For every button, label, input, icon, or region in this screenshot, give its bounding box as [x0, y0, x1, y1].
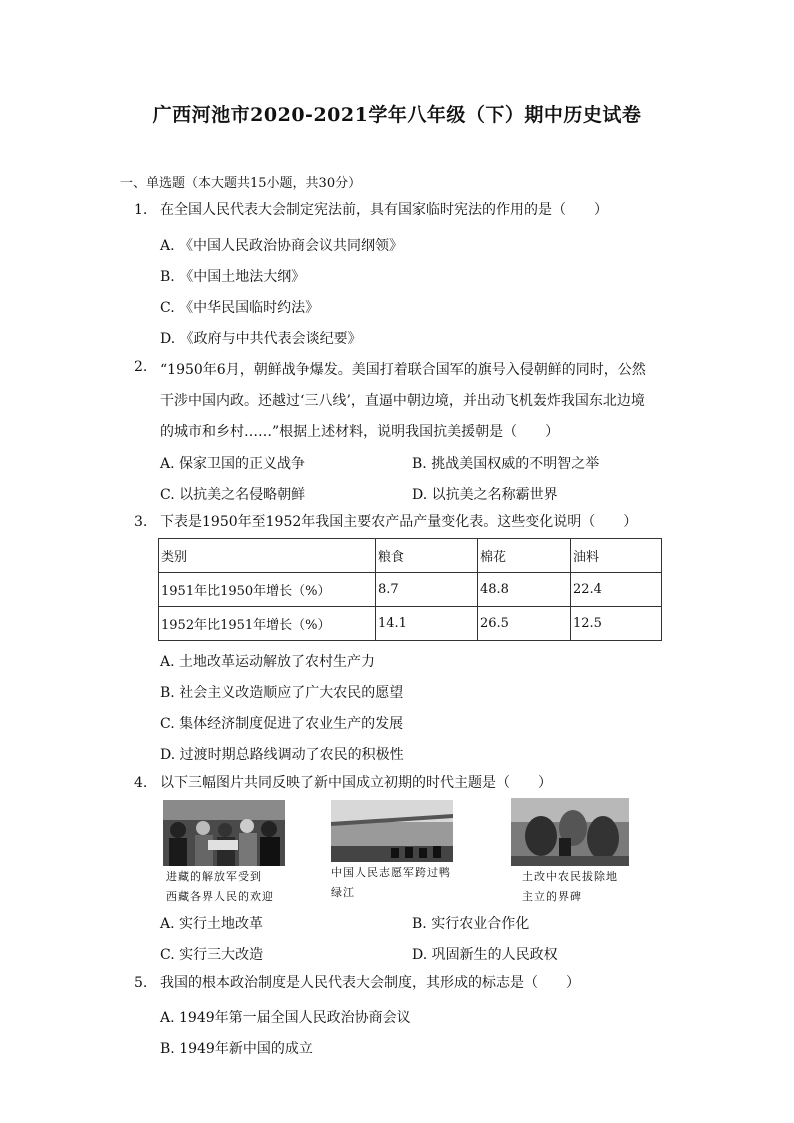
option-a: A. 《中国人民政治协商会议共同纲领》 [160, 238, 404, 254]
option-b: B. 实行农业合作化 [412, 916, 530, 932]
option-b: B. 《中国土地法大纲》 [160, 269, 306, 285]
table-header-row [159, 539, 662, 573]
table-header-cell: 粮食 [376, 539, 478, 573]
option-c: C. 集体经济制度促进了农业生产的发展 [160, 716, 404, 732]
table-cell: 14.1 [376, 607, 478, 641]
question-text-line-3: 的城市和乡村……”根据上述材料，说明我国抗美援朝是（ ） [160, 424, 560, 440]
table-row [159, 573, 662, 607]
table-header-cell: 油料 [571, 539, 662, 573]
question-text: 我国的根本政治制度是人民代表大会制度，其形成的标志是（ ） [160, 975, 580, 991]
question-number: 4. [134, 775, 148, 791]
table-header-cell: 类别 [159, 539, 376, 573]
table-cell: 8.7 [376, 573, 478, 607]
question-text: 下表是1950年至1952年我国主要农产品产量变化表。这些变化说明（ ） [160, 514, 638, 530]
option-a: A. 1949年第一届全国人民政治协商会议 [160, 1010, 411, 1026]
question-text: 以下三幅图片共同反映了新中国成立初期的时代主题是（ ） [160, 775, 552, 791]
photo-caption-3-line-1: 土改中农民拔除地 [522, 870, 618, 883]
option-d: D. 《政府与中共代表会谈纪要》 [160, 331, 362, 347]
option-b: B. 社会主义改造顺应了广大农民的愿望 [160, 685, 404, 701]
option-d: D. 以抗美之名称霸世界 [412, 487, 558, 503]
table-cell: 26.5 [478, 607, 571, 641]
table-header-cell: 棉花 [478, 539, 571, 573]
option-d: D. 巩固新生的人民政权 [412, 947, 558, 963]
question-number: 2. [134, 359, 148, 375]
option-c: C. 《中华民国临时约法》 [160, 300, 320, 316]
question-text-line-2: 干涉中国内政。还越过‘三八线’，直逼中朝边境，并出动飞机轰炸我国东北边境 [160, 393, 645, 409]
option-d: D. 过渡时期总路线调动了农民的积极性 [160, 747, 404, 763]
photo-caption-3-line-2: 主立的界碑 [522, 890, 582, 903]
option-b: B. 挑战美国权威的不明智之举 [412, 456, 600, 472]
question-number: 3. [134, 514, 148, 530]
photo-yalu-river [331, 800, 453, 862]
table-row [159, 607, 662, 641]
exam-title: 广西河池市2020-2021学年八年级（下）期中历史试卷 [152, 104, 642, 126]
photo-caption-1-line-1: 进藏的解放军受到 [166, 870, 262, 883]
question-text: 在全国人民代表大会制定宪法前，具有国家临时宪法的作用的是（ ） [160, 202, 608, 218]
question-number: 1. [134, 202, 148, 218]
table-cell: 12.5 [571, 607, 662, 641]
option-a: A. 保家卫国的正义战争 [160, 456, 306, 472]
table-cell: 1951年比1950年增长（%） [159, 573, 376, 607]
table-cell: 22.4 [571, 573, 662, 607]
question-text-line-1: “1950年6月，朝鲜战争爆发。美国打着联合国军的旗号入侵朝鲜的同时，公然 [160, 362, 646, 378]
option-b: B. 1949年新中国的成立 [160, 1041, 313, 1057]
section-heading: 一、单选题（本大题共15小题，共30分） [120, 176, 362, 191]
option-c: C. 以抗美之名侵略朝鲜 [160, 487, 306, 503]
production-table [158, 538, 662, 641]
table-cell: 48.8 [478, 573, 571, 607]
photo-caption-2-line-1: 中国人民志愿军跨过鸭 [331, 866, 451, 879]
photo-pla-tibet [163, 800, 285, 866]
photo-caption-2-line-2: 绿江 [331, 886, 355, 899]
option-a: A. 实行土地改革 [160, 916, 264, 932]
table-cell: 1952年比1951年增长（%） [159, 607, 376, 641]
photo-caption-1-line-2: 西藏各界人民的欢迎 [166, 890, 274, 903]
photo-land-reform [511, 798, 629, 866]
option-a: A. 土地改革运动解放了农村生产力 [160, 654, 376, 670]
question-number: 5. [134, 975, 148, 991]
option-c: C. 实行三大改造 [160, 947, 264, 963]
